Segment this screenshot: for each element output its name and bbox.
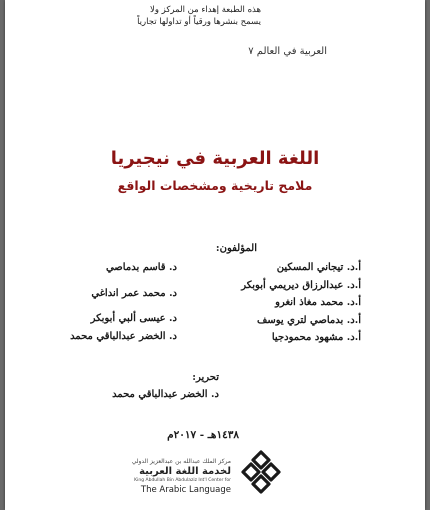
publisher-name-ar-small: مركز الملك عبدالله بن عبدالعزيز الدولي	[131, 458, 231, 465]
author-name: د. محمد عمر انداغي	[91, 287, 177, 299]
publisher-logo-mark	[241, 448, 281, 496]
authors-column-left	[70, 262, 177, 348]
document-page	[5, 0, 425, 510]
publisher-name-en-small: King Abdullah Bin Abdulaziz Int'l Center for	[134, 478, 231, 483]
copyright-notice	[137, 4, 261, 28]
notice-line-2: يسمح بنشرها ورقياً أو تداولها تجارياً	[137, 17, 261, 27]
authors-column-right	[241, 262, 361, 350]
notice-line-1: هذه الطبعة إهداء من المركز ولا	[150, 5, 261, 15]
book-subtitle: ملامح تاريخية ومشخصات الواقع	[117, 178, 313, 193]
editor-heading: تحرير:	[192, 372, 219, 383]
author-name: أ.د. عبدالرزاق ديريمي أبوبكر	[241, 279, 361, 291]
authors-heading: المؤلفون:	[215, 243, 257, 254]
editor-name: د. الخضر عبدالباقي محمد	[112, 389, 219, 400]
publisher-name-en: The Arabic Language	[140, 485, 231, 495]
author-name: د. قاسم بدماصي	[105, 262, 177, 273]
author-name: أ.د. مشهود محمودجيا	[271, 332, 361, 343]
book-title: اللغة العربية في نيجيريا	[110, 148, 320, 169]
series-label: العربية في العالم ٧	[248, 46, 327, 57]
author-name: أ.د. بدماصي لتري يوسف	[257, 314, 361, 326]
author-name: أ.د. تيجاني المسكين	[276, 262, 361, 273]
publisher-name-ar: لخدمة اللغة العربية	[139, 466, 231, 477]
author-name: د. عيسى ألبي أبوبكر	[90, 313, 177, 324]
author-name: د. الخضر عبدالباقي محمد	[70, 330, 177, 342]
author-name: أ.د. محمد مغاذ انغرو	[275, 297, 361, 308]
publication-date: ١٤٣٨هـ - ٢٠١٧م	[167, 429, 239, 441]
